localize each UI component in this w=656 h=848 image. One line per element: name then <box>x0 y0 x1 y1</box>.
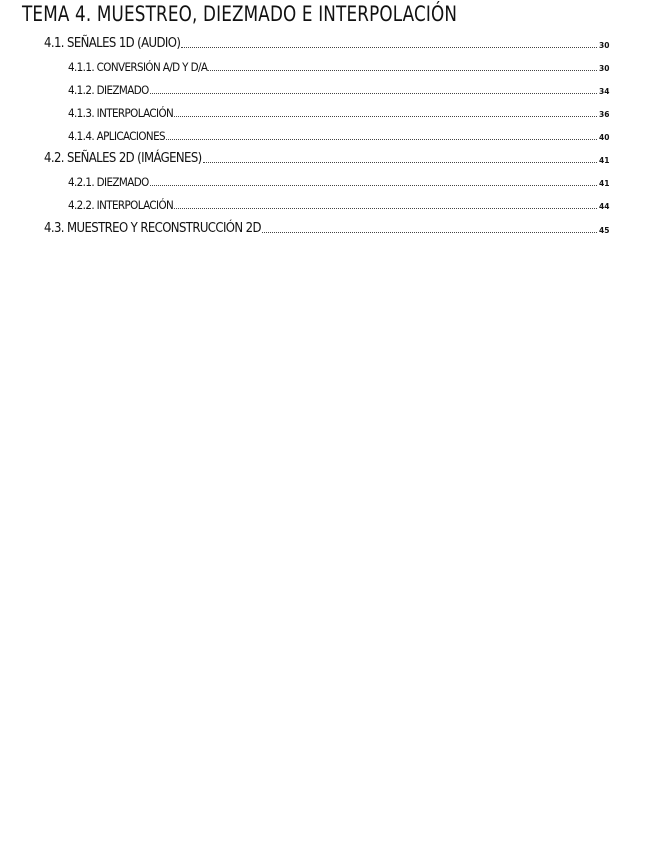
toc-entry-page: 34 <box>599 86 610 96</box>
dot-leader <box>203 161 597 163</box>
toc-entry-page: 30 <box>599 63 610 73</box>
toc-entry-label: 4.2.2. INTERPOLACIÓN <box>68 197 174 212</box>
dot-leader <box>174 207 597 209</box>
toc-entry-label: 4.3. MUESTREO Y RECONSTRUCCIÓN 2D <box>44 221 261 236</box>
chapter-title: TEMA 4. MUESTREO, DIEZMADO E INTERPOLACIÓN <box>22 2 458 26</box>
toc-entry-page: 45 <box>599 225 610 235</box>
toc-entry <box>68 56 611 74</box>
toc-entry-label: 4.1.2. DIEZMADO <box>68 82 149 97</box>
dot-leader <box>150 92 597 94</box>
toc-entry-page: 40 <box>599 132 610 142</box>
toc-entry <box>68 171 611 189</box>
toc-entry <box>68 194 611 212</box>
toc-entry <box>68 79 611 97</box>
dot-leader <box>174 115 597 117</box>
toc-entry-label: 4.1.4. APLICACIONES <box>68 128 165 143</box>
dot-leader <box>262 231 597 233</box>
dot-leader <box>166 138 597 140</box>
toc-entry-page: 30 <box>599 40 610 50</box>
toc-entry-page: 41 <box>599 178 610 188</box>
toc-entry-page: 36 <box>599 109 610 119</box>
toc-entry <box>68 102 611 120</box>
toc-entry-label: 4.2.1. DIEZMADO <box>68 174 149 189</box>
toc-entry-label: 4.2. SEÑALES 2D (IMÁGENES) <box>44 151 202 166</box>
dot-leader <box>208 69 597 71</box>
toc-entry <box>44 218 611 236</box>
dot-leader <box>181 46 597 48</box>
toc-entry-page: 41 <box>599 155 610 165</box>
toc-entry-label: 4.1.3. INTERPOLACIÓN <box>68 105 174 120</box>
dot-leader <box>150 184 597 186</box>
toc-entry-label: 4.1.1. CONVERSIÓN A/D Y D/A <box>68 59 208 74</box>
toc-entry-label: 4.1. SEÑALES 1D (AUDIO) <box>44 36 181 51</box>
toc-entry <box>68 125 611 143</box>
toc-entry <box>44 148 611 166</box>
toc-entry <box>44 33 611 51</box>
toc-entry-page: 44 <box>599 201 610 211</box>
